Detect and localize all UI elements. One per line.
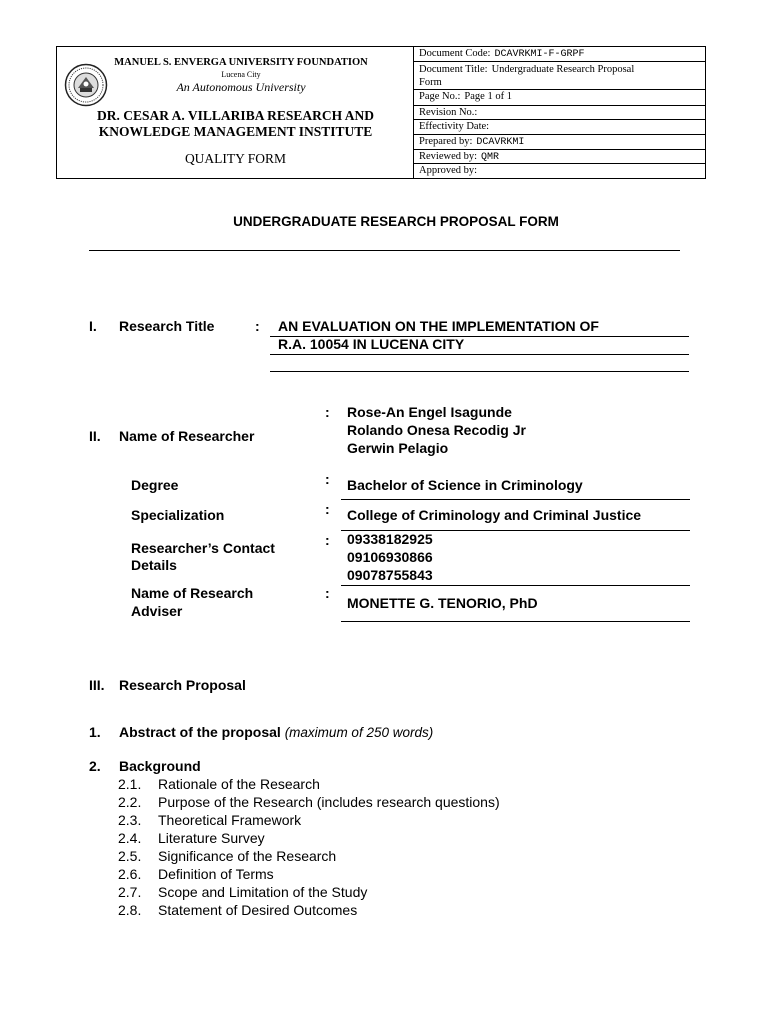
contact-number-1: 09338182925 <box>347 531 433 547</box>
form-title: UNDERGRADUATE RESEARCH PROPOSAL FORM <box>233 214 559 229</box>
list-item: 2.7. Scope and Limitation of the Study <box>118 884 368 900</box>
title-divider <box>89 250 680 251</box>
adviser-underline <box>341 621 690 622</box>
section3-label: Research Proposal <box>119 677 246 693</box>
abstract-note: (maximum of 250 words) <box>284 725 434 740</box>
specialization-colon: : <box>325 501 330 517</box>
list-item: 2.1. Rationale of the Research <box>118 776 320 792</box>
university-tagline: An Autonomous University <box>176 80 306 94</box>
document-control-table <box>414 47 705 178</box>
contact-number-3: 09078755843 <box>347 567 433 583</box>
list-item: 2.8. Statement of Desired Outcomes <box>118 902 358 918</box>
list-item: 2.4. Literature Survey <box>118 830 265 846</box>
abstract-label: Abstract of the proposal <box>119 724 281 740</box>
institute-name-line1: DR. CESAR A. VILLARIBA RESEARCH AND <box>97 108 374 123</box>
adviser-value: MONETTE G. TENORIO, PhD <box>347 595 538 611</box>
degree-value: Bachelor of Science in Criminology <box>347 477 583 493</box>
list-item: 2.5. Significance of the Research <box>118 848 337 864</box>
adviser-colon: : <box>325 585 330 601</box>
revision-row: Revision No.: <box>414 106 705 120</box>
page-no-row: Page No.: Page 1 of 1 <box>414 90 705 106</box>
item1-number: 1. <box>89 724 101 740</box>
title-underline-2 <box>270 354 689 355</box>
prepared-by-row: Prepared by: DCAVRKMI <box>414 135 705 150</box>
researcher-colon: : <box>325 404 330 420</box>
contact-label-2: Details <box>131 557 177 573</box>
research-title-line2: R.A. 10054 IN LUCENA CITY <box>278 336 465 352</box>
city-name: Lucena City <box>221 70 261 79</box>
effectivity-row: Effectivity Date: <box>414 120 705 135</box>
institution-block <box>57 47 414 178</box>
section1-label: Research Title <box>119 318 215 334</box>
background-label: Background <box>119 758 201 774</box>
researcher-name-1: Rose-An Engel Isagunde <box>347 404 512 420</box>
researcher-name-2: Rolando Onesa Recodig Jr <box>347 422 526 438</box>
section1-colon: : <box>255 318 260 334</box>
contact-underline <box>341 585 690 586</box>
specialization-value: College of Criminology and Criminal Justice <box>347 507 642 523</box>
document-header <box>56 46 706 179</box>
title-underline-3 <box>270 371 689 372</box>
adviser-label-2: Adviser <box>131 603 183 619</box>
form-type: QUALITY FORM <box>184 151 287 166</box>
adviser-label-1: Name of Research <box>131 585 254 601</box>
reviewed-by-row: Reviewed by: QMR <box>414 150 705 164</box>
degree-colon: : <box>325 471 330 487</box>
approved-by-row: Approved by: <box>419 165 478 176</box>
list-item: 2.6. Definition of Terms <box>118 866 274 882</box>
doc-code-row: Document Code: DCAVRKMI-F-GRPF <box>414 47 705 62</box>
section3-number: III. <box>89 677 105 693</box>
researcher-name-3: Gerwin Pelagio <box>347 440 449 456</box>
list-item: 2.2. Purpose of the Research (includes research questions) <box>118 794 500 810</box>
doc-title-row: Document Title: Undergraduate Research Proposal Form <box>414 62 705 90</box>
contact-colon: : <box>325 532 330 548</box>
research-title-line1: AN EVALUATION ON THE IMPLEMENTATION OF <box>278 318 599 334</box>
specialization-label: Specialization <box>131 507 225 523</box>
section1-number: I. <box>89 318 97 334</box>
contact-label-1: Researcher’s Contact <box>131 540 275 556</box>
foundation-name: MANUEL S. ENVERGA UNIVERSITY FOUNDATION <box>114 57 368 68</box>
section2-number: II. <box>89 428 101 444</box>
section2-label: Name of Researcher <box>119 428 255 444</box>
item2-number: 2. <box>89 758 101 774</box>
list-item: 2.3. Theoretical Framework <box>118 812 302 828</box>
item1-text <box>119 724 433 740</box>
degree-label: Degree <box>131 477 179 493</box>
degree-underline <box>341 499 690 500</box>
institute-name-line2: KNOWLEDGE MANAGEMENT INSTITUTE <box>98 124 373 139</box>
contact-number-2: 09106930866 <box>347 549 433 565</box>
